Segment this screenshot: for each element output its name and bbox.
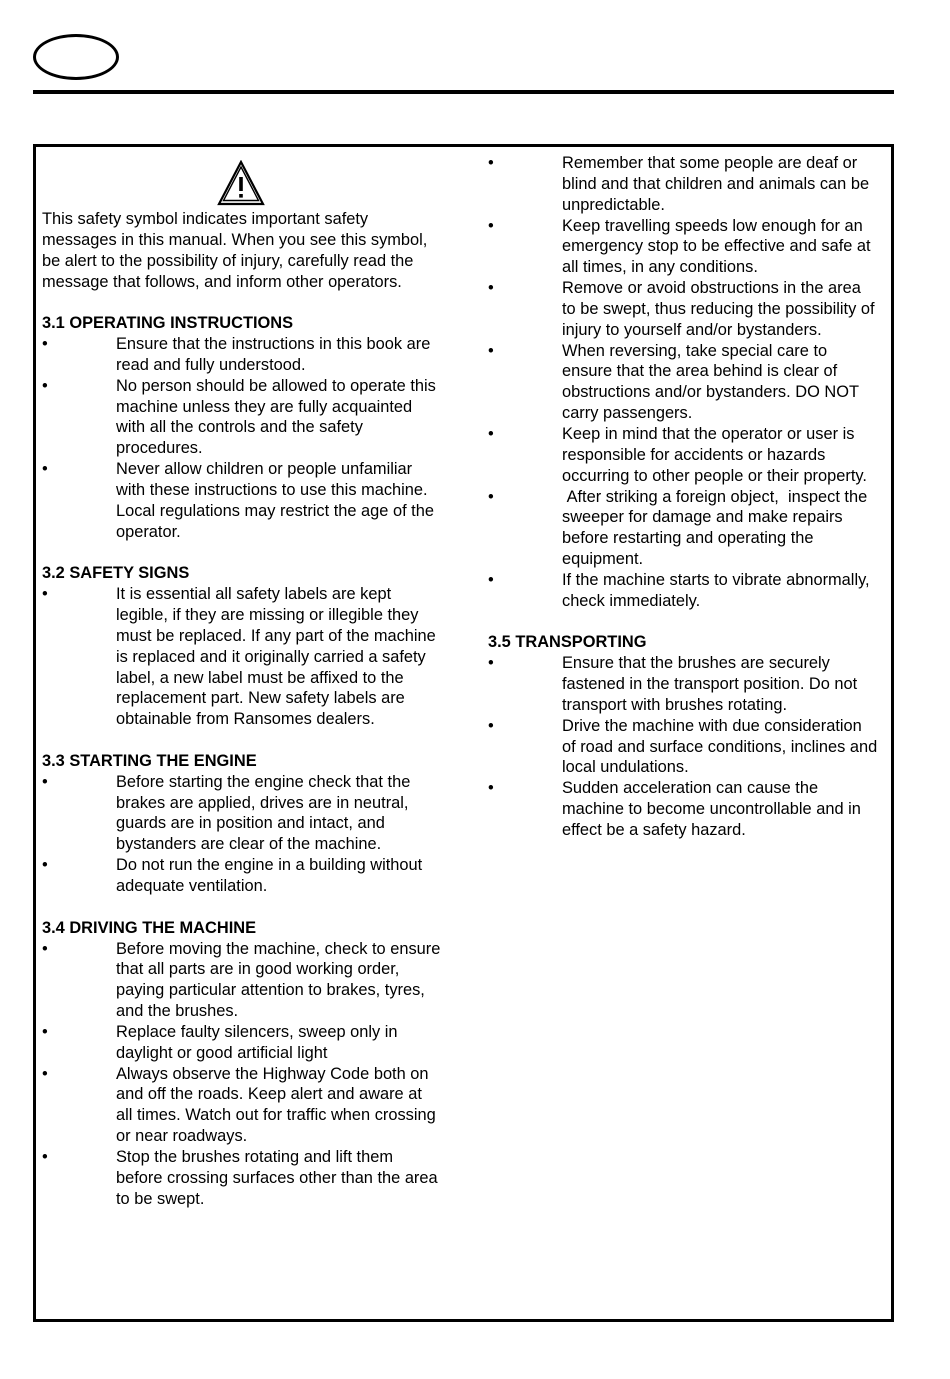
bullet: • [488,570,494,589]
list-item-text: Keep travelling speeds low enough for an emergency stop to be effective and safe at all times, in any conditions. [562,216,871,277]
list-item [488,487,878,570]
list-item [42,1064,442,1147]
list-item [488,153,878,216]
right-column [488,153,878,841]
section-heading: 3.5 TRANSPORTING [488,633,647,652]
bullet: • [42,376,48,395]
list-item-text: Keep in mind that the operator or user is responsible for accidents or hazards occurring to other people or their property. [562,424,867,485]
list-item [42,855,442,897]
list-item-text: Ensure that the brushes are securely fastened in the transport position. Do not transport with brushes rotating. [562,654,858,714]
list-item-text: Replace faulty silencers, sweep only in daylight or good artificial light [116,1022,398,1062]
language-oval-icon [33,34,119,80]
list-item-text: When reversing, take special care to ensure that the area behind is clear of obstructions and/or bystanders. DO NOT carry passengers. [562,341,859,423]
bullet: • [488,216,494,235]
section-3-4 [42,918,442,1210]
list-item-text: If the machine starts to vibrate abnormally, check immediately. [562,570,870,610]
bullet: • [42,939,48,958]
list-item-text: After striking a foreign object, inspect the sweeper for damage and make repairs before restarting and operating the equipment. [562,487,872,569]
list-item [42,459,442,542]
bullet: • [488,424,494,443]
bullet: • [42,1147,48,1166]
bullet: • [42,335,48,354]
list-item [42,376,442,459]
section-heading: 3.2 SAFETY SIGNS [42,564,190,583]
section-heading: 3.1 OPERATING INSTRUCTIONS [42,314,294,333]
list-item-text: No person should be allowed to operate this machine unless they are fully acquainted with all the controls and the safety procedures. [116,376,436,458]
section-3-1 [42,313,442,542]
bullet: • [488,341,494,360]
header-rule [33,90,894,94]
list-item-text: Before moving the machine, check to ensure that all parts are in good working order, paying particular attention to brakes, tyres, and the brushes. [116,939,441,1021]
list-item [488,778,878,841]
bullet: • [42,856,48,875]
bullet: • [488,487,494,506]
list-item-text: Drive the machine with due consideration of road and surface conditions, inclines and local undulations. [562,716,878,777]
list-item [488,716,878,779]
list-item-text: Stop the brushes rotating and lift them before crossing surfaces other than the area to be swept. [116,1147,438,1208]
bullet: • [488,279,494,298]
list-item-text: Never allow children or people unfamiliar with these instructions to use this machine. Local regulations may restrict the age of the operator. [116,460,434,541]
warning-triangle-icon [217,160,265,206]
bullet: • [488,716,494,735]
bullet: • [488,154,494,172]
list-item [488,653,878,716]
list-item [488,570,878,612]
bullet: • [42,1064,48,1083]
list-item [42,1147,442,1210]
list-item [488,424,878,487]
list-item-text: It is essential all safety labels are kept legible, if they are missing or illegible they must be replaced. If any part of the machine is replaced and it originally carried a safety label, a new label must be affixed to the replacement part. New safety labels are obtainable from Ransomes dealers. [116,585,436,729]
list-item [42,939,442,1022]
bullet: • [488,654,494,673]
section-3-3 [42,751,442,897]
list-item [488,341,878,424]
section-3-5 [488,632,878,840]
list-item [42,334,442,376]
bullet: • [488,779,494,798]
list-item-text: Sudden acceleration can cause the machine to become uncontrollable and in effect be a safety hazard. [562,779,861,839]
section-3-4-continued [488,153,878,612]
section-heading: 3.3 STARTING THE ENGINE [42,751,257,770]
list-item-text: Remove or avoid obstructions in the area to be swept, thus reducing the possibility of injury to yourself and/or bystanders. [562,279,875,339]
list-item [488,278,878,341]
list-item-text: Always observe the Highway Code both on and off the roads. Keep alert and aware at all times. Watch out for traffic when crossing or near roadways. [116,1064,436,1146]
bullet: • [42,772,48,791]
list-item [42,772,442,855]
list-item [42,1022,442,1064]
list-item-text: Do not run the engine in a building without adequate ventilation. [116,856,423,895]
list-item [42,584,442,730]
bullet: • [42,585,48,604]
section-heading: 3.4 DRIVING THE MACHINE [42,918,257,937]
intro-text: This safety symbol indicates important safety messages in this manual. When you see this symbol, be alert to the possibility of injury, carefully read the message that follows, and inform other operators. [42,210,428,291]
left-column [42,209,442,1210]
list-item [488,216,878,279]
section-3-2 [42,563,442,730]
list-item-text: Ensure that the instructions in this book are read and fully understood. [116,335,431,374]
list-item-text: Remember that some people are deaf or blind and that children and animals can be unpredictable. [562,154,870,214]
bullet: • [42,460,48,479]
list-item-text: Before starting the engine check that the brakes are applied, drives are in neutral, guards are in position and intact, and bystanders are clear of the machine. [116,772,411,854]
bullet: • [42,1022,48,1041]
